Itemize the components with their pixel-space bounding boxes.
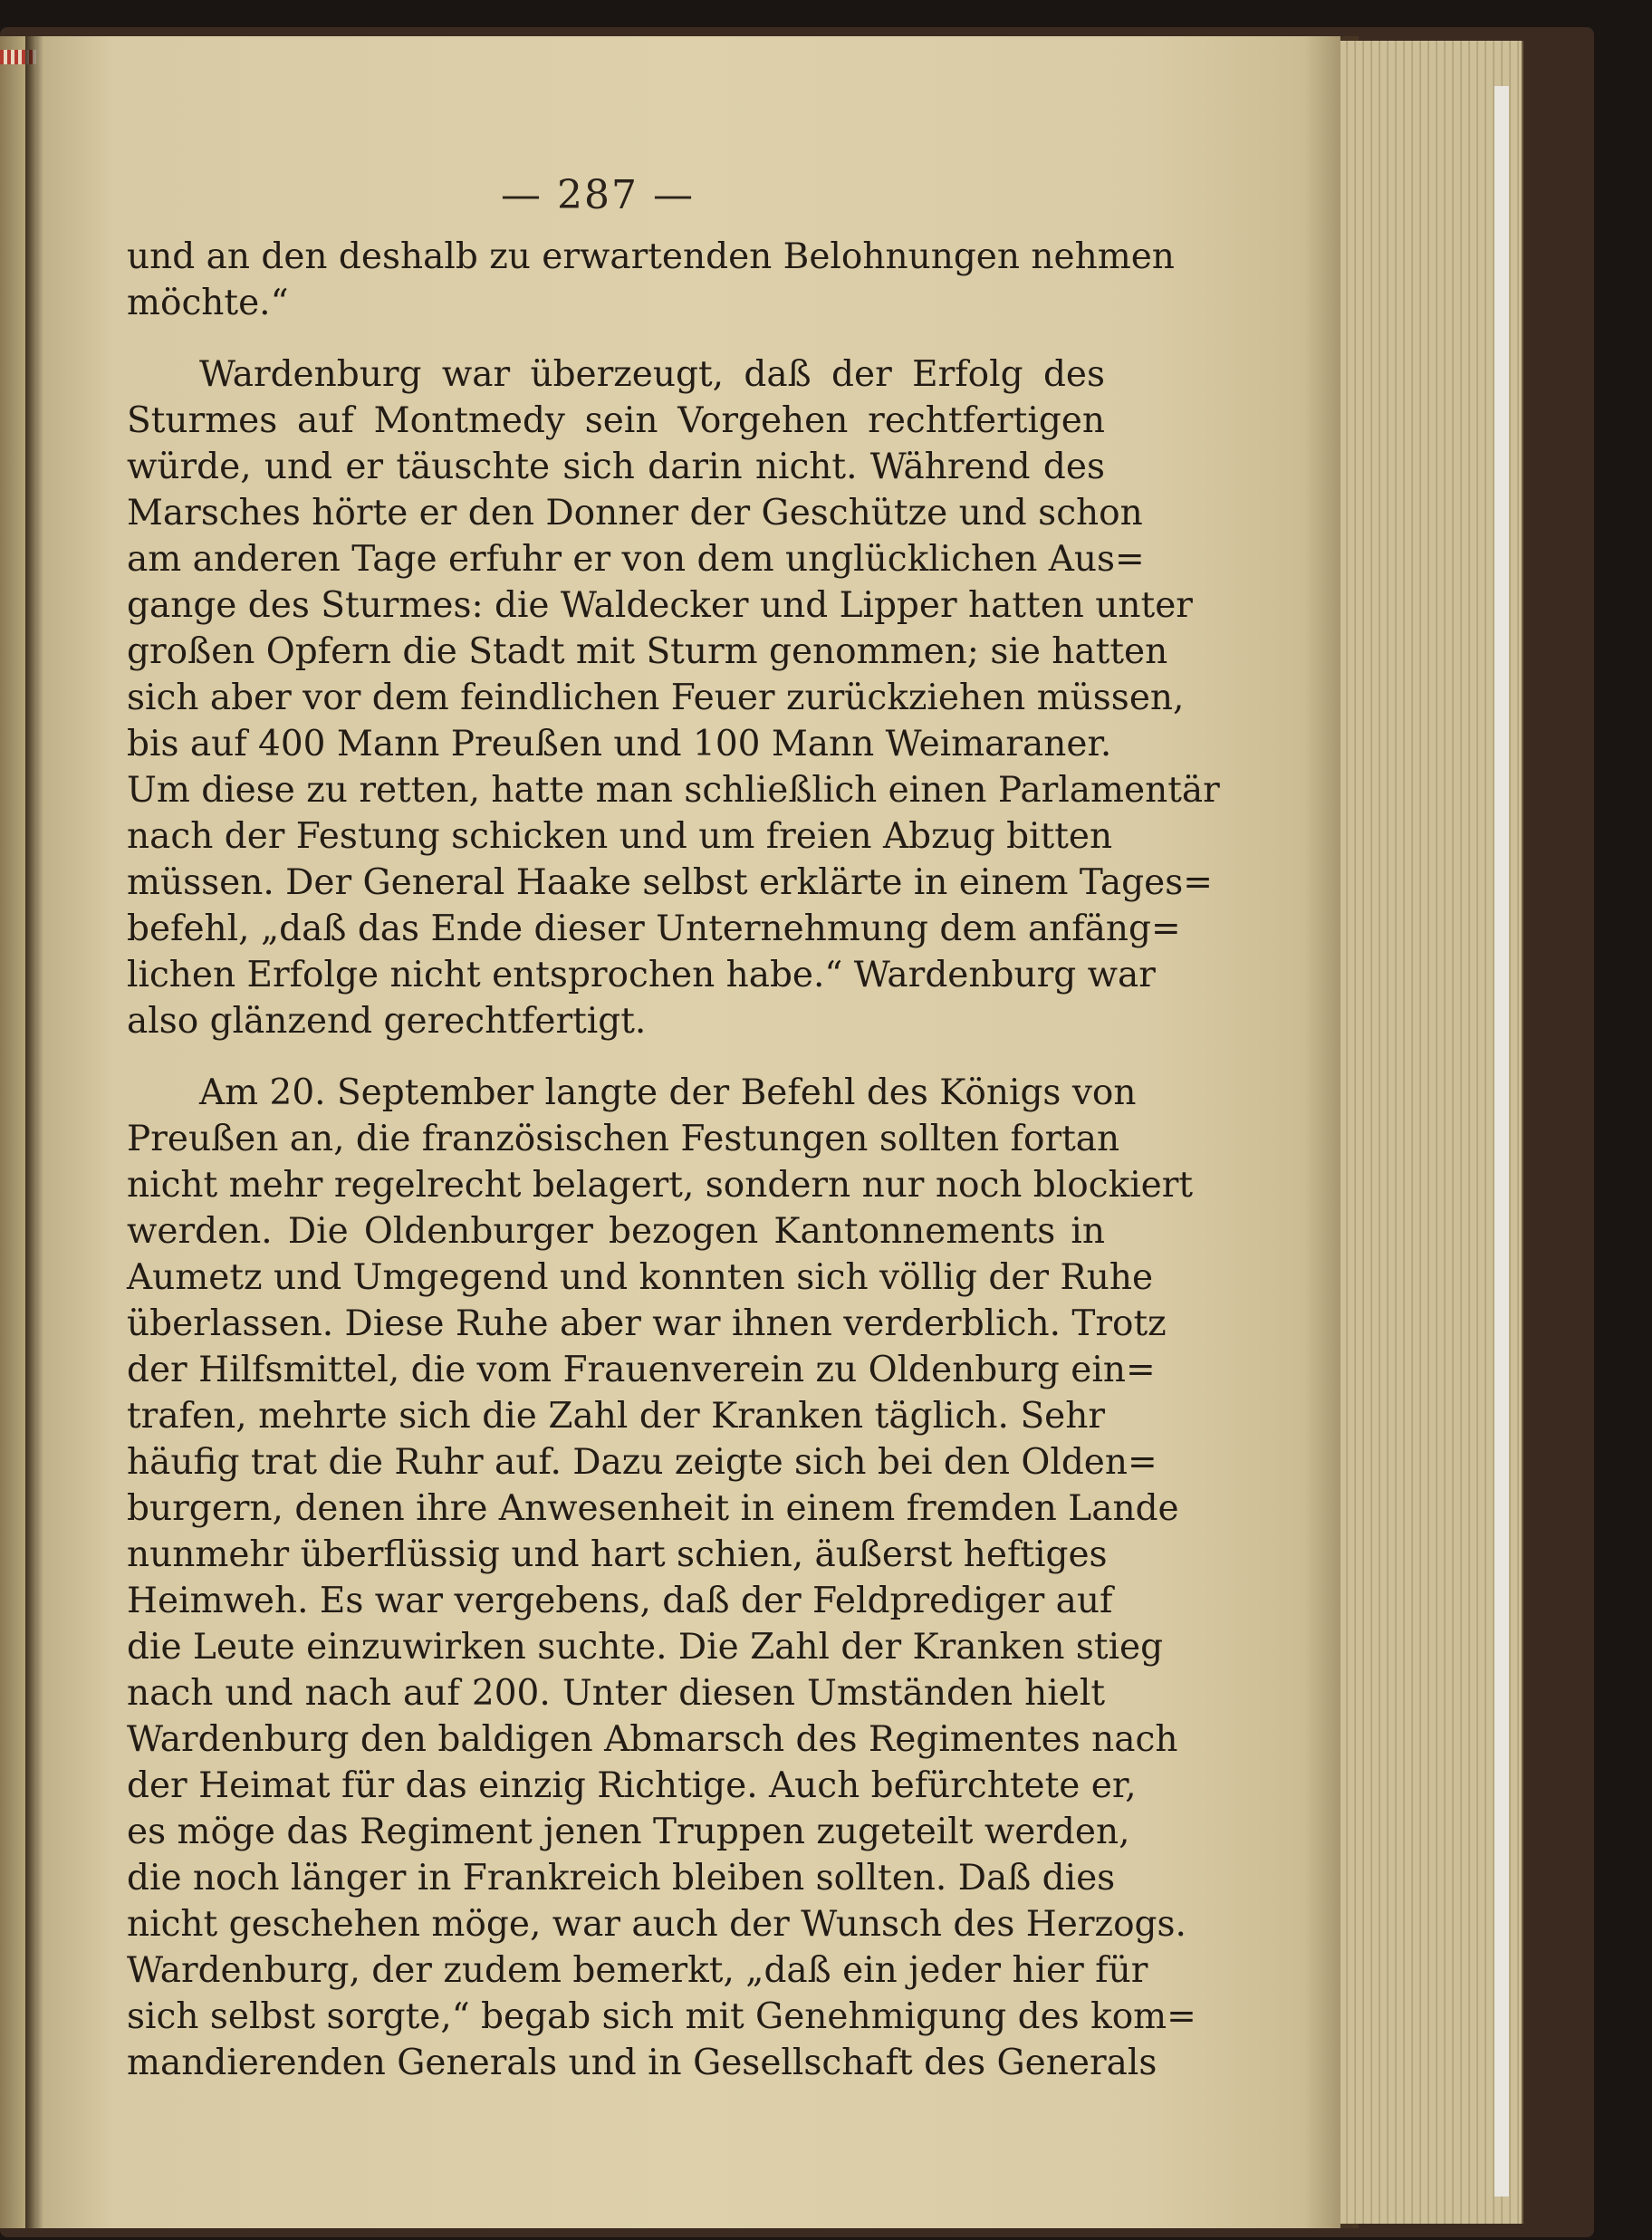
- paragraph-3: [127, 1070, 1196, 2086]
- text-line: und an den deshalb zu erwartenden Belohnungen nehmen: [127, 236, 1175, 277]
- text-line: müssen. Der General Haake selbst erklärte in einem Tages=: [127, 862, 1213, 903]
- text-line: Marsches hörte er den Donner der Geschütze und schon: [127, 493, 1143, 534]
- text-line: möchte.“: [127, 283, 289, 323]
- text-line: nach und nach auf 200. Unter diesen Umständen hielt: [127, 1673, 1105, 1714]
- text-line: es möge das Regiment jenen Truppen zugeteilt werden,: [127, 1812, 1130, 1852]
- text-line: überlassen. Diese Ruhe aber war ihnen verderblich. Trotz: [127, 1303, 1167, 1344]
- text-line: sich aber vor dem feindlichen Feuer zurückziehen müssen,: [127, 678, 1185, 718]
- text-line: Wardenburg den baldigen Abmarsch des Regimentes nach: [127, 1719, 1178, 1760]
- text-line: Wardenburg war überzeugt, daß der Erfolg des: [199, 354, 1105, 395]
- text-line: trafen, mehrte sich die Zahl der Kranken täglich. Sehr: [127, 1396, 1105, 1437]
- text-line: nicht geschehen möge, war auch der Wunsch des Herzogs.: [127, 1904, 1186, 1945]
- spine-shadow: [25, 36, 43, 2228]
- text-line: häufig trat die Ruhr auf. Dazu zeigte sich bei den Olden=: [127, 1442, 1157, 1483]
- text-line: befehl, „daß das Ende dieser Unternehmung dem anfäng=: [127, 908, 1181, 949]
- text-line: Heimweh. Es war vergebens, daß der Feldprediger auf: [127, 1581, 1113, 1621]
- paragraph-gap: [127, 326, 1105, 351]
- paragraph-2: [127, 351, 1220, 1044]
- text-line: würde, und er täuschte sich darin nicht. Während des: [127, 447, 1105, 487]
- text-line: Am 20. September langte der Befehl des Königs von: [199, 1072, 1137, 1113]
- text-line: werden. Die Oldenburger bezogen Kantonnements in: [127, 1211, 1105, 1252]
- text-line: Wardenburg, der zudem bemerkt, „daß ein jeder hier für: [127, 1950, 1148, 1991]
- paper-strip: [1494, 86, 1509, 2197]
- text-line: der Heimat für das einzig Richtige. Auch befürchtete er,: [127, 1765, 1137, 1806]
- text-line: am anderen Tage erfuhr er von dem unglücklichen Aus=: [127, 539, 1145, 580]
- text-line: Sturmes auf Montmedy sein Vorgehen rechtfertigen: [127, 400, 1105, 441]
- text-line: die Leute einzuwirken suchte. Die Zahl der Kranken stieg: [127, 1627, 1164, 1668]
- text-line: großen Opfern die Stadt mit Sturm genommen; sie hatten: [127, 631, 1168, 672]
- body-text: [127, 234, 1220, 2086]
- text-line: nach der Festung schicken und um freien Abzug bitten: [127, 816, 1113, 857]
- text-line: burgern, denen ihre Anwesenheit in einem fremden Lande: [127, 1488, 1179, 1529]
- text-line: nunmehr überflüssig und hart schien, äußerst heftiges: [127, 1534, 1108, 1575]
- text-line: der Hilfsmittel, die vom Frauenverein zu Oldenburg ein=: [127, 1350, 1156, 1390]
- paragraph-1: [127, 234, 1175, 326]
- text-line: sich selbst sorgte,“ begab sich mit Genehmigung des kom=: [127, 1996, 1196, 2037]
- text-line: gange des Sturmes: die Waldecker und Lipper hatten unter: [127, 585, 1193, 626]
- paragraph-gap: [127, 1044, 1105, 1070]
- text-line: die noch länger in Frankreich bleiben sollten. Daß dies: [127, 1858, 1116, 1899]
- text-line: lichen Erfolge nicht entsprochen habe.“ Wardenburg war: [127, 955, 1156, 995]
- text-line: mandierenden Generals und in Gesellschaft des Generals: [127, 2043, 1157, 2083]
- text-line: Um diese zu retten, hatte man schließlich einen Parlamentär: [127, 770, 1220, 811]
- text-line: nicht mehr regelrecht belagert, sondern nur noch blockiert: [127, 1165, 1194, 1206]
- text-line: Preußen an, die französischen Festungen sollten fortan: [127, 1119, 1120, 1159]
- text-line: bis auf 400 Mann Preußen und 100 Mann Weimaraner.: [127, 724, 1112, 764]
- text-line: also glänzend gerechtfertigt.: [127, 1001, 647, 1042]
- text-line: Aumetz und Umgegend und konnten sich völlig der Ruhe: [127, 1257, 1154, 1298]
- page-number: — 287 —: [501, 172, 695, 218]
